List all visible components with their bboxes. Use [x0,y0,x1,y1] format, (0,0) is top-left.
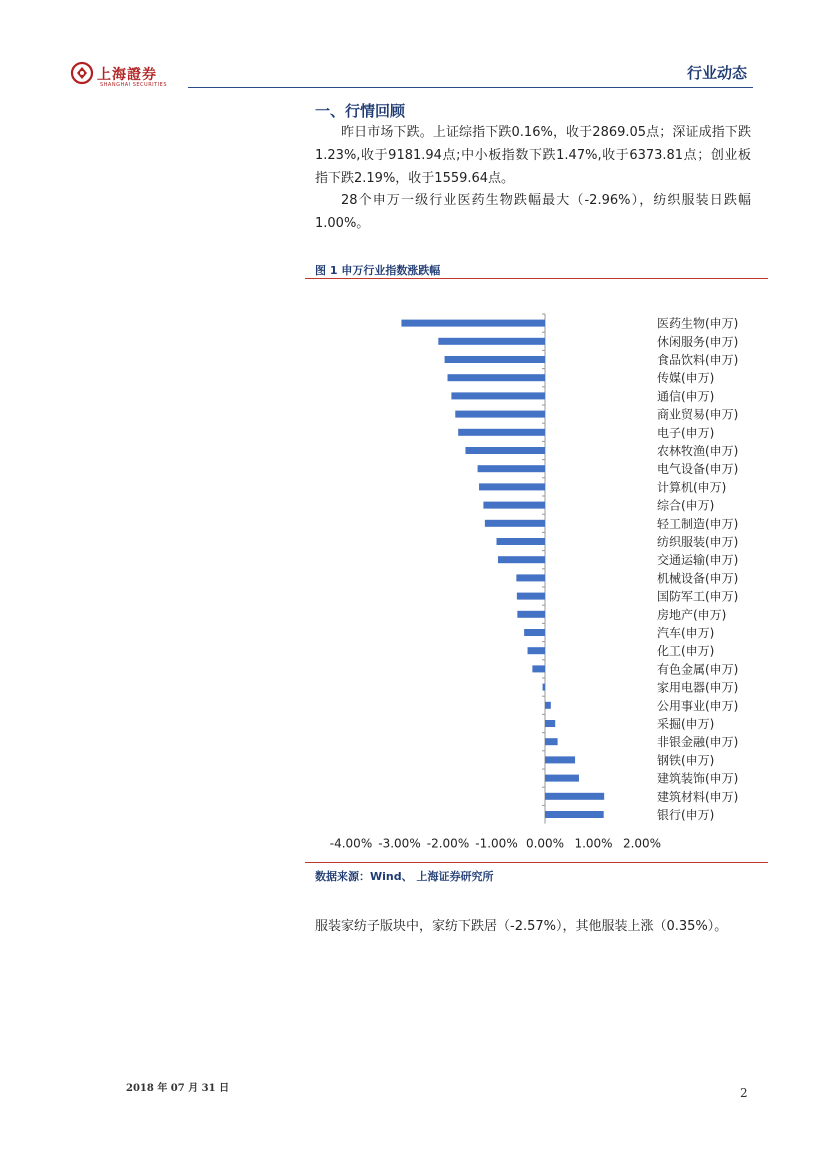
report-date: 2018 年 07 月 31 日 [126,1083,230,1094]
bar-0 [401,320,545,327]
industry-summary-text: 28个申万一级行业医药生物跌幅最大（-2.96%），纺织服装日跌幅1.00%。 [315,193,751,231]
bar-10 [483,502,545,509]
logo-subtitle: SHANGHAI SECURITIES [100,82,168,88]
page-number: 2 [740,1086,748,1100]
bar-6 [458,429,545,436]
category-label: 建筑装饰(申万) [657,771,739,786]
bar-15 [517,593,545,600]
bar-4 [451,392,545,399]
bar-14 [516,574,545,581]
x-tick-label: -2.00% [426,836,470,851]
category-label: 机械设备(申万) [657,571,739,586]
section-title: 一、行情回顾 [315,102,406,120]
category-label: 农林牧渔(申万) [657,444,739,458]
category-label: 医药生物(申万) [657,316,739,331]
figure-source: 数据来源：Wind、 上海证券研究所 [315,870,494,883]
category-label: 轻工制造(申万) [657,516,739,531]
category-label: 有色金属(申万) [657,662,739,677]
category-label: 通信(申万) [657,389,715,404]
bar-26 [545,793,604,800]
textile-paragraph [315,915,751,938]
category-label: 交通运输(申万) [657,553,739,568]
bar-2 [445,356,545,363]
bar-5 [455,411,545,418]
category-label: 钢铁(申万) [657,753,715,768]
bar-25 [545,775,579,782]
x-tick-label: 1.00% [574,836,613,851]
report-category: 行业动态 [686,64,747,82]
category-label: 银行(申万) [657,808,715,822]
x-tick-label: -4.00% [329,836,373,851]
category-label: 电气设备(申万) [657,462,739,477]
category-label: 公用事业(申万) [657,698,739,713]
bar-27 [545,811,604,818]
figure-title: 图 1 申万行业指数涨跌幅 [315,264,441,277]
industry-summary-paragraph [315,189,751,235]
bar-22 [545,720,555,727]
figure-bottom-rule [305,862,768,863]
bar-24 [545,756,575,763]
bar-9 [479,483,545,490]
bar-13 [498,556,545,563]
category-label: 综合(申万) [657,498,715,513]
x-tick-label: -3.00% [378,836,421,851]
category-label: 纺织服装(申万) [657,535,739,549]
textile-text: 服装家纺子版块中，家纺下跌居（-2.57%），其他服装上涨（0.35%）。 [315,919,728,934]
bar-3 [448,374,545,381]
category-label: 休闲服务(申万) [657,334,739,349]
bar-18 [528,647,545,654]
x-tick-label: 2.00% [622,836,662,851]
bar-21 [545,702,551,709]
bar-11 [485,520,545,527]
category-label: 建筑材料(申万) [657,789,739,804]
bar-8 [478,465,545,472]
category-label: 家用电器(申万) [657,680,739,695]
bar-1 [438,338,545,345]
category-label: 化工(申万) [657,644,715,659]
category-label: 食品饮料(申万) [657,353,739,367]
figure-top-rule [305,278,768,279]
category-label: 计算机(申万) [657,480,727,495]
bar-19 [532,665,545,672]
bar-23 [545,738,558,745]
category-label: 电子(申万) [657,425,715,440]
header-divider [188,87,753,88]
x-tick-label: -1.00% [475,836,518,851]
category-label: 非银金融(申万) [657,735,739,750]
market-summary-text: 昨日市场下跌。上证综指下跌0.16%，收于2869.05点；深证成指下跌1.23%,收于9181.94点;中小板指数下跌1.47%,收于6373.81点；创业板指下跌2.19%，收于1559.64点。 [315,125,751,186]
category-label: 采掘(申万) [657,717,715,731]
x-tick-label: 0.00% [525,836,565,851]
category-label: 汽车(申万) [657,626,715,640]
bar-16 [517,611,545,618]
category-label: 房地产(申万) [657,607,727,622]
bar-12 [497,538,546,545]
category-label: 商业贸易(申万) [657,407,739,422]
bar-17 [524,629,545,636]
market-summary-paragraph [315,121,751,190]
industry-change-bar-chart [305,300,768,855]
category-label: 国防军工(申万) [657,589,739,604]
logo-text: 上海證券 [97,67,157,83]
bar-7 [465,447,545,454]
bar-20 [543,684,545,691]
category-label: 传媒(申万) [657,371,715,386]
